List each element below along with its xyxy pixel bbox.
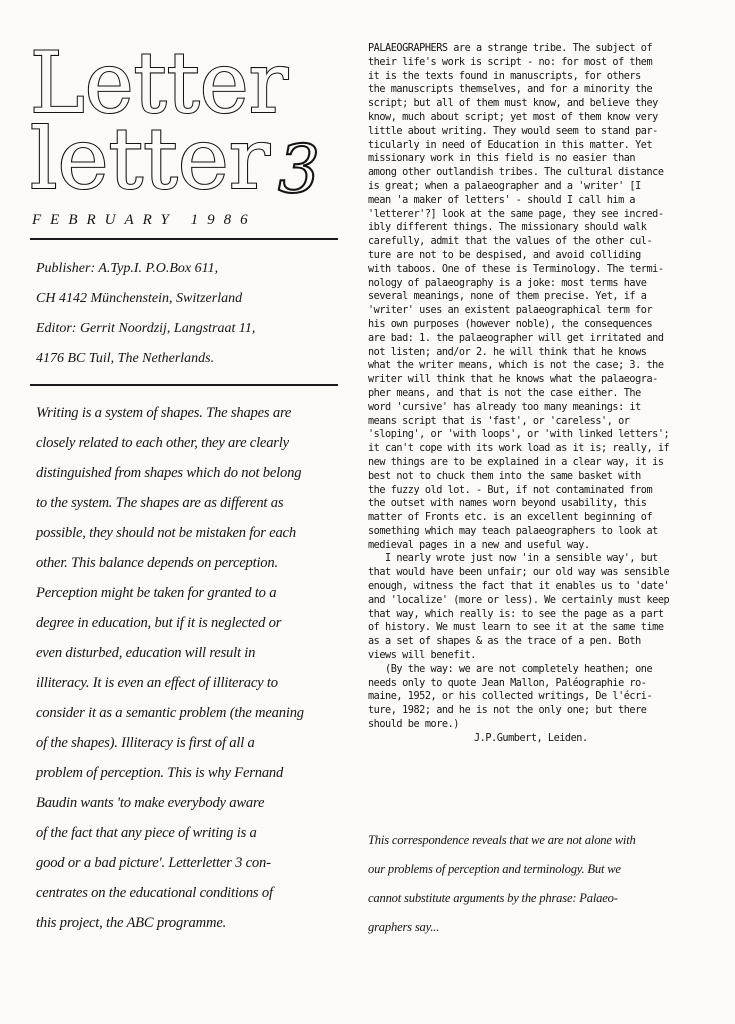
letter-line: ture, 1982; and he is not the only one; but there (368, 705, 647, 717)
letter-line: it can't cope with its work load as it is; really, if (368, 443, 670, 455)
letter-line: nology of palaeography is a joke: most terms have (368, 277, 647, 289)
letter-line: carefully, admit that the values of the other cul- (368, 236, 653, 248)
masthead-line-2: letter (30, 110, 271, 208)
letter-line: ticularly in need of Education in this matter. Yet (368, 139, 653, 151)
editor-line: 4176 BC Tuil, The Netherlands. (36, 351, 215, 366)
letter-line: missionary work in this field is no easier than (368, 153, 636, 165)
letter-line: word 'cursive' has already too many meanings: it (368, 401, 641, 413)
letter-line: 'letterer'?] look at the same page, they see incred- (368, 208, 664, 220)
essay-line: illiteracy. It is even an effect of illiteracy to (36, 675, 278, 691)
letter-line: of history. We must learn to see it at the same time (368, 622, 664, 634)
handwritten-note (368, 826, 708, 942)
essay-line: possible, they should not be mistaken for each (36, 525, 296, 541)
essay-line: this project, the ABC programme. (36, 915, 227, 931)
letter-line: medieval pages in a new and useful way. (368, 539, 590, 551)
essay-line: Writing is a system of shapes. The shapes are (36, 405, 292, 421)
letter-line: needs only to quote Jean Mallon, Paléographie ro- (368, 677, 647, 689)
note-line: cannot substitute arguments by the phrase: Palaeo- (368, 891, 618, 905)
note-line: This correspondence reveals that we are not alone with (368, 833, 636, 847)
essay-line: Baudin wants 'to make everybody aware (36, 795, 265, 811)
letter-line: the outset with names worn beyond usability, this (368, 498, 647, 510)
letter-line: mean 'a maker of letters' - should I call him a (368, 194, 636, 206)
letter-line: means script that is 'fast', or 'careless', or (368, 415, 630, 427)
essay-line: problem of perception. This is why Fernand (36, 765, 284, 781)
letter-line: matter of Fronts etc. is an excellent beginning of (368, 512, 653, 524)
letter-line: their life's work is script - no: for most of them (368, 56, 653, 68)
letter-line: and 'localize' (more or less). We certainly must keep (368, 594, 670, 606)
letter-line: know, much about script; yet most of them know very (368, 111, 658, 123)
letter-line: as a set of shapes & as the trace of a pen. Both (368, 636, 641, 648)
masthead-issue-number: 3 (278, 131, 320, 208)
letter-line: 'sloping', or 'with loops', or 'with linked letters'; (368, 429, 670, 441)
essay-line: distinguished from shapes which do not belong (36, 465, 302, 481)
editor-line: Editor: Gerrit Noordzij, Langstraat 11, (36, 321, 256, 336)
letter-line: something which may teach palaeographers to look at (368, 525, 658, 537)
essay-line: to the system. The shapes are as different as (36, 495, 284, 511)
letter-line: several meanings, none of them precise. Yet, if a (368, 291, 647, 303)
essay-line: closely related to each other, they are clearly (36, 435, 289, 451)
divider-bottom (30, 384, 338, 386)
letter-line: the manuscripts themselves, and for a minority the (368, 84, 653, 96)
letter-line: pher means, and that is not the case either. The (368, 387, 641, 399)
issue-date: FEBRUARY 1986 (32, 212, 257, 228)
essay-line: other. This balance depends on perception. (36, 555, 278, 571)
letter-line: views will benefit. (368, 650, 476, 662)
letter-line: 'writer' uses an existent palaeographical term for (368, 305, 653, 317)
letter-line: ibly different things. The missionary should walk (368, 222, 647, 234)
letter-line: that would have been unfair; our old way was sensible (368, 567, 670, 579)
letter-line: best not to chuck them into the same basket with (368, 470, 641, 482)
letter-signature: J.P.Gumbert, Leiden. (474, 732, 588, 744)
letter-line: script; but all of them must know, and believe they (368, 98, 658, 110)
letter-line: writer will think that he knows what the palaeogra- (368, 374, 658, 386)
essay-line: centrates on the educational conditions of (36, 885, 273, 901)
essay-line: consider it as a semantic problem (the meaning (36, 705, 304, 721)
letter-line: is great; when a palaeographer and a 'writer' [I (368, 180, 641, 192)
letter-line: PALAEOGRAPHERS are a strange tribe. The subject of (368, 43, 653, 54)
letter-line: it is the texts found in manuscripts, for others (368, 70, 641, 82)
essay-line: even disturbed, education will result in (36, 645, 256, 661)
note-line: graphers say... (368, 920, 440, 934)
essay-line: Perception might be taken for granted to a (36, 585, 277, 601)
letter-line: among other outlandish tribes. The cultural distance (368, 167, 664, 179)
typed-letter (368, 42, 698, 746)
publisher-info (36, 254, 336, 374)
divider-top (30, 238, 338, 240)
letter-line: maine, 1952, or his collected writings, De l'écri- (368, 691, 653, 703)
masthead-line-1: Letter (30, 34, 289, 132)
essay-line: degree in education, but if it is neglected or (36, 615, 282, 631)
letter-line: are bad: 1. the palaeographer will get irritated and (368, 332, 664, 344)
letter-line: that way, which really is: to see the page as a part (368, 608, 664, 620)
letter-line: not listen; and/or 2. he will think that he knows (368, 346, 647, 358)
letter-line: should be more.) (368, 719, 459, 731)
handwritten-essay (36, 398, 336, 938)
essay-line: good or a bad picture'. Letterletter 3 con- (36, 855, 271, 871)
masthead-logo (30, 34, 330, 208)
letter-line: new things are to be explained in a clear way, it is (368, 456, 664, 468)
publisher-line: Publisher: A.Typ.I. P.O.Box 611, (36, 261, 219, 276)
letter-line: what the writer means, which is not the case; 3. the (368, 360, 664, 372)
letter-line: the fuzzy old lot. - But, if not contaminated from (368, 484, 653, 496)
masthead-lettering (30, 34, 330, 208)
publisher-line: CH 4142 Münchenstein, Switzerland (36, 291, 243, 306)
note-line: our problems of perception and terminology. But we (368, 862, 621, 876)
letter-line: little about writing. They would seem to stand par- (368, 125, 658, 137)
letter-line: ture are not to be despised, and avoid colliding (368, 249, 641, 261)
essay-line: of the shapes). Illiteracy is first of all a (36, 735, 255, 751)
letter-line: his own purposes (however noble), the consequences (368, 318, 653, 330)
letter-line: (By the way: we are not completely heathen; one (368, 663, 653, 675)
letter-line: enough, witness the fact that it enables us to 'date' (368, 581, 670, 593)
letter-line: I nearly wrote just now 'in a sensible way', but (368, 553, 658, 565)
essay-line: of the fact that any piece of writing is a (36, 825, 257, 841)
letter-line: with taboos. One of these is Terminology. The termi- (368, 263, 664, 275)
